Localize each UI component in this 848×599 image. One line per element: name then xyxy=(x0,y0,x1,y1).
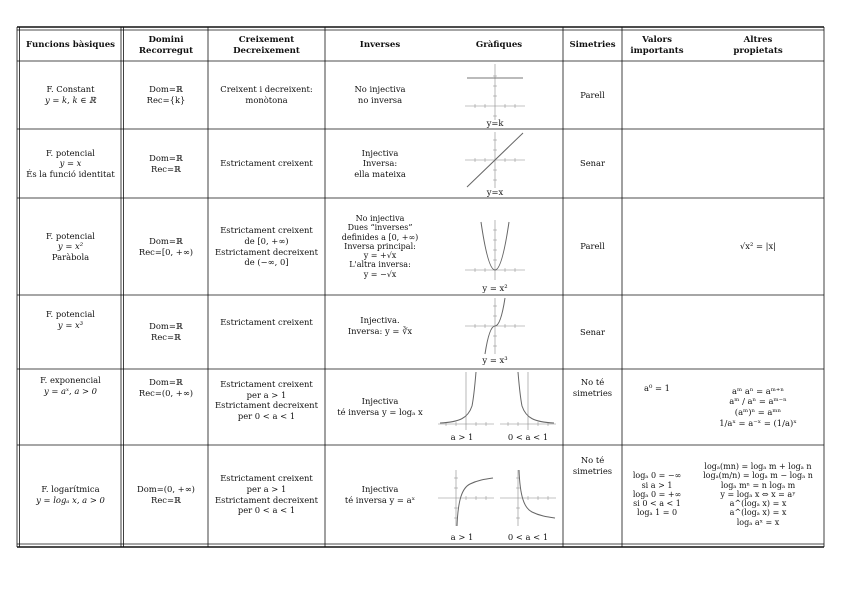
header-creixement-line: Creixement xyxy=(238,35,295,45)
valors-line: si 0 < a < 1 xyxy=(633,499,681,509)
simetries-value: Parell xyxy=(580,241,605,252)
simetries-line: No té xyxy=(580,455,605,465)
inverses-line: L'altra inversa: xyxy=(349,260,411,270)
creixement-line: de (−∞, 0] xyxy=(244,257,289,268)
row-logaritmica-domini xyxy=(124,445,208,544)
inverses-line: ella mateixa xyxy=(354,168,406,179)
graph-label: a > 1 xyxy=(450,532,474,542)
recorregut-value: Rec=ℝ xyxy=(151,163,181,174)
domini-value: Dom=ℝ xyxy=(149,84,183,95)
graph-label: y=k xyxy=(486,118,504,128)
valors-line: logₐ 1 = 0 xyxy=(636,508,678,518)
funcio-name: F. Constant xyxy=(46,84,95,95)
inverses-line: definides a [0, +∞) xyxy=(341,232,419,242)
inverses-line: Inversa: xyxy=(362,158,398,169)
header-inverses xyxy=(325,30,435,61)
funcio-formula: y = x xyxy=(59,158,82,169)
row-parabola-creixement xyxy=(208,198,325,295)
graph-label: a > 1 xyxy=(450,432,474,442)
graph-identitat xyxy=(465,132,525,188)
row-exponencial-creixement xyxy=(208,369,325,445)
valors-line: logₐ 0 = −∞ xyxy=(632,471,682,481)
creixement-line: Estrictament decreixent xyxy=(215,400,318,411)
row-cubica-inverses xyxy=(325,295,435,369)
graph-constant xyxy=(465,64,525,120)
graph-label: y = x³ xyxy=(482,355,508,365)
creixement-line: Creixent i decreixent: xyxy=(220,84,313,95)
row-identitat-creixement xyxy=(208,129,325,198)
header-grafiques xyxy=(435,30,563,61)
row-cubica-funcio xyxy=(20,295,121,369)
altres-line: logₐ(mn) = logₐ m + logₐ n xyxy=(704,462,812,472)
header-simetries-label: Simetries xyxy=(569,40,616,51)
creixement-line: Estrictament creixent xyxy=(220,473,313,484)
funcio-formula: y = aˣ, a > 0 xyxy=(43,385,98,396)
row-identitat-inverses xyxy=(325,129,435,198)
altres-line: 1/aˣ = a⁻ˣ = (1/a)ˣ xyxy=(719,417,797,428)
domini-value: Dom=(0, +∞) xyxy=(137,483,195,494)
recorregut-value: Rec=ℝ xyxy=(151,494,181,505)
funcio-name: F. logarítmica xyxy=(41,483,100,494)
header-domini-line: Domini xyxy=(148,35,184,45)
row-constant-domini xyxy=(124,61,208,129)
graph-logaritmica-creixent xyxy=(438,470,494,526)
row-cubica-simetries xyxy=(563,295,622,369)
header-altres-line: propietats xyxy=(733,45,783,56)
row-exponencial-funcio xyxy=(20,369,121,445)
row-parabola-domini xyxy=(124,198,208,295)
creixement-line: Estrictament creixent xyxy=(220,225,313,236)
row-parabola-funcio xyxy=(20,198,121,295)
graph-label: y = x² xyxy=(482,283,508,293)
row-exponencial-simetries xyxy=(563,369,622,445)
simetries-value: Senar xyxy=(579,158,606,169)
inverses-line: Injectiva xyxy=(361,483,399,494)
header-domini xyxy=(124,30,208,61)
row-exponencial-valors xyxy=(622,369,692,445)
creixement-line: Estrictament decreixent xyxy=(215,246,318,257)
recorregut-value: Rec=(0, +∞) xyxy=(138,387,194,398)
header-valors-line: Valors xyxy=(642,35,672,45)
row-constant-inverses xyxy=(325,61,435,129)
creixement-line: per a > 1 xyxy=(246,483,287,494)
creixement-line: Estrictament creixent xyxy=(220,158,313,169)
header-simetries xyxy=(563,30,622,61)
inverses-line: no inversa xyxy=(357,95,403,105)
creixement-line: per 0 < a < 1 xyxy=(237,410,296,421)
simetries-value: Parell xyxy=(580,89,605,100)
valors-line: logₐ 0 = +∞ xyxy=(632,489,682,499)
inverses-line: No injectiva xyxy=(354,84,406,95)
creixement-line: per a > 1 xyxy=(246,389,287,400)
header-altres xyxy=(692,30,824,61)
row-logaritmica-altres xyxy=(692,445,824,544)
creixement-line: Estrictament creixent xyxy=(220,379,313,389)
funcio-note: És la funció identitat xyxy=(26,168,115,179)
row-identitat-simetries xyxy=(563,129,622,198)
altres-line: a^(logₐ x) = x xyxy=(729,499,787,509)
inverses-line: Injectiva xyxy=(361,147,399,158)
header-funcions-label: Funcions bàsiques xyxy=(26,40,115,51)
inverses-line: té inversa y = aˣ xyxy=(344,494,416,505)
row-logaritmica-simetries xyxy=(563,445,622,544)
row-logaritmica-creixement xyxy=(208,445,325,544)
funcio-formula: y = k, k ∈ ℝ xyxy=(44,95,97,105)
creixement-line: per 0 < a < 1 xyxy=(237,505,296,516)
row-logaritmica-valors xyxy=(622,445,692,544)
altres-line: logₐ(m/n) = logₐ m − logₐ n xyxy=(703,471,813,481)
row-parabola-altres xyxy=(692,198,824,295)
row-exponencial-domini xyxy=(124,369,208,445)
header-inverses-label: Inverses xyxy=(359,40,401,51)
row-logaritmica-funcio xyxy=(20,445,121,544)
funcio-name: F. potencial xyxy=(46,309,95,319)
valors-line: a⁰ = 1 xyxy=(643,383,671,393)
header-creixement-line: Decreixement xyxy=(233,45,300,56)
domini-value: Dom=ℝ xyxy=(149,321,183,332)
recorregut-value: Rec=[0, +∞) xyxy=(138,246,194,257)
header-creixement xyxy=(208,30,325,61)
creixement-line: Estrictament creixent xyxy=(220,317,313,327)
funcio-formula: y = x³ xyxy=(57,319,84,330)
graph-label: 0 < a < 1 xyxy=(507,432,549,442)
row-cubica-domini xyxy=(124,295,208,369)
funcio-formula: y = x² xyxy=(57,241,84,252)
inverses-line: Injectiva. xyxy=(360,315,400,325)
inverses-line: No injectiva xyxy=(355,214,405,224)
row-exponencial-altres xyxy=(692,369,824,445)
domini-value: Dom=ℝ xyxy=(149,235,183,246)
domini-value: Dom=ℝ xyxy=(149,377,183,387)
row-parabola-simetries xyxy=(563,198,622,295)
altres-line: logₐ aˣ = x xyxy=(736,517,780,527)
altres-line: aᵐ aⁿ = aᵐ⁺ⁿ xyxy=(732,385,784,396)
altres-line: √x² = |x| xyxy=(739,241,777,252)
row-constant-creixement xyxy=(208,61,325,129)
header-grafiques-label: Gràfiques xyxy=(475,40,523,51)
graph-logaritmica-decreixent xyxy=(500,470,556,526)
altres-line: (aᵐ)ⁿ = aᵐⁿ xyxy=(734,407,782,417)
graph-label: y=x xyxy=(486,187,504,197)
simetries-line: No té xyxy=(580,377,605,387)
funcio-name: F. exponencial xyxy=(40,375,101,385)
inverses-line: Inversa principal: xyxy=(344,241,416,251)
altres-line: logₐ mⁿ = n logₐ m xyxy=(720,480,796,490)
recorregut-value: Rec={k} xyxy=(146,95,186,105)
inverses-line: y = −√x xyxy=(363,269,397,279)
simetries-line: simetries xyxy=(572,465,613,476)
inverses-line: y = +√x xyxy=(363,251,397,261)
header-altres-line: Altres xyxy=(743,35,773,45)
row-exponencial-inverses xyxy=(325,369,435,445)
header-valors xyxy=(622,30,692,61)
graph-parabola xyxy=(465,220,525,280)
altres-line: y = logₐ x ⇔ x = aʸ xyxy=(720,489,796,499)
row-constant-simetries xyxy=(563,61,622,129)
inverses-line: Injectiva xyxy=(361,396,399,407)
simetries-value: Senar xyxy=(579,326,606,337)
inverses-line: Dues “inverses” xyxy=(347,223,413,233)
row-parabola-inverses xyxy=(325,198,435,295)
graph-exponencial-decreixent xyxy=(500,372,556,430)
simetries-line: simetries xyxy=(572,387,613,398)
header-funcions xyxy=(20,30,121,61)
creixement-line: monòtona xyxy=(245,95,288,105)
altres-line: a^(logₐ x) = x xyxy=(729,508,787,518)
inverses-line: té inversa y = logₐ x xyxy=(337,407,423,417)
row-constant-funcio xyxy=(20,61,121,129)
funcio-name: F. potencial xyxy=(46,147,95,158)
header-domini-line: Recorregut xyxy=(138,45,194,56)
row-cubica-creixement xyxy=(208,295,325,369)
creixement-line: de [0, +∞) xyxy=(244,235,289,246)
graph-cubica xyxy=(465,298,525,354)
funcio-formula: y = logₐ x, a > 0 xyxy=(36,494,105,505)
inverses-line: Inversa: y = ∛x xyxy=(347,325,413,336)
row-identitat-domini xyxy=(124,129,208,198)
row-logaritmica-inverses xyxy=(325,445,435,544)
funcio-name: F. potencial xyxy=(46,230,95,241)
funcio-note: Paràbola xyxy=(51,251,90,262)
row-identitat-funcio xyxy=(20,129,121,198)
valors-line: si a > 1 xyxy=(641,480,673,490)
domini-value: Dom=ℝ xyxy=(149,152,183,163)
altres-line: aᵐ / aⁿ = aᵐ⁻ⁿ xyxy=(729,396,787,407)
recorregut-value: Rec=ℝ xyxy=(151,332,181,342)
header-valors-line: importants xyxy=(630,45,684,56)
graph-label: 0 < a < 1 xyxy=(507,532,549,542)
creixement-line: Estrictament decreixent xyxy=(215,494,318,505)
graph-exponencial-creixent xyxy=(438,372,494,430)
